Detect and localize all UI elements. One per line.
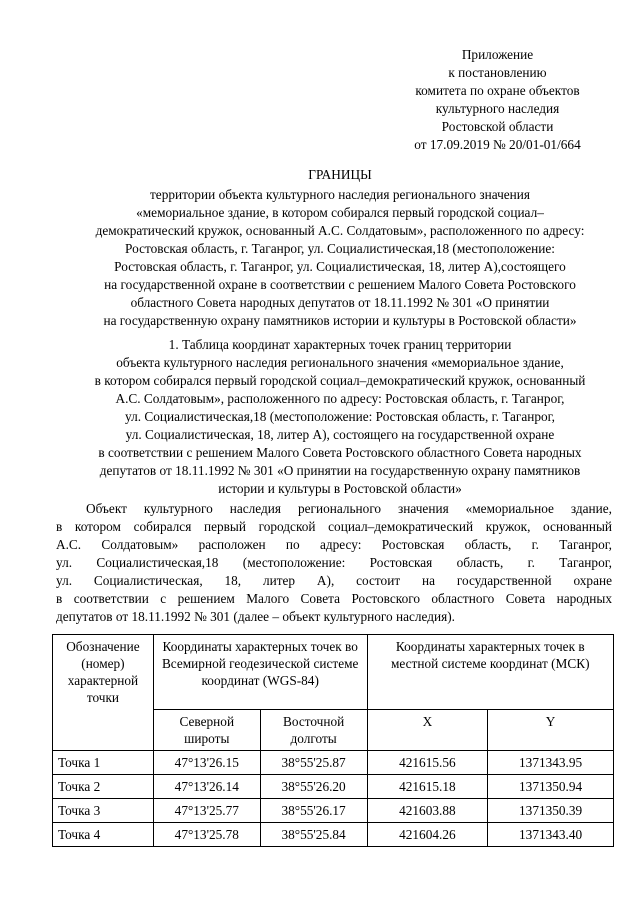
- table-title-line: депутатов от 18.11.1992 № 301 «О принятии на государственную охрану памятников: [99, 463, 581, 478]
- table-title-line: ул. Социалистическая, 18, литер А), состоящего на государственной охране: [125, 427, 555, 442]
- table-row: [53, 799, 614, 823]
- appendix-line: культурного наследия: [435, 101, 560, 116]
- body-line: Объект культурного наследия регионального значения «мемориальное здание,: [86, 501, 612, 516]
- cell-longitude: 38°55'26.20: [260, 775, 367, 799]
- table-row: [53, 775, 614, 799]
- cell-x: 421604.26: [367, 823, 488, 847]
- cell-latitude: 47°13'26.14: [153, 775, 260, 799]
- table-row: [53, 751, 614, 775]
- table-title-block: [40, 336, 640, 498]
- table-title-line: 1. Таблица координат характерных точек границ территории: [168, 337, 512, 352]
- document-heading: ГРАНИЦЫ: [308, 167, 372, 182]
- title-line: Ростовская область, г. Таганрог, ул. Социалистическая, 18, литер А),состоящего: [114, 259, 566, 274]
- title-line: «мемориальное здание, в котором собирался первый городской социал–: [136, 205, 544, 220]
- subheader-east: Восточной долготы: [260, 710, 367, 751]
- body-line: депутатов от 18.11.1992 № 301 (далее – объект культурного наследия).: [56, 609, 455, 624]
- header-wgs84: Координаты характерных точек во Всемирной геодезической системе координат (WGS-84): [153, 635, 367, 710]
- body-line: в соответствии с решением Малого Совета Ростовского областного Совета народных: [56, 591, 612, 606]
- title-line: Ростовская область, г. Таганрог, ул. Социалистическая,18 (местоположение:: [125, 241, 555, 256]
- appendix-line: к постановлению: [448, 65, 547, 80]
- table-title-line: в соответствии с решением Малого Совета Ростовского областного Совета народных: [98, 445, 582, 460]
- table-title-line: А.С. Солдатовым», расположенного по адресу: Ростовская область, г. Таганрог,: [115, 391, 565, 406]
- appendix-line: от 17.09.2019 № 20/01-01/664: [414, 137, 581, 152]
- subheader-north: Северной широты: [153, 710, 260, 751]
- body-paragraph: [56, 500, 612, 626]
- cell-point-name: Точка 2: [53, 775, 154, 799]
- cell-y: 1371350.39: [488, 799, 614, 823]
- table-title-line: объекта культурного наследия регионального значения «мемориальное здание,: [116, 355, 564, 370]
- table-title-line: ул. Социалистическая,18 (местоположение: Ростовская область, г. Таганрог,: [125, 409, 555, 424]
- appendix-line: комитета по охране объектов: [415, 83, 580, 98]
- title-line: на государственной охране в соответствии с решением Малого Совета Ростовского: [104, 277, 576, 292]
- title-line: областного Совета народных депутатов от 18.11.1992 № 301 «О принятии: [130, 295, 550, 310]
- coordinates-table: [52, 634, 614, 847]
- header-point-id: Обозначение (номер) характерной точки: [53, 635, 154, 751]
- table-title-line: в котором собирался первый городской социал–демократический кружок, основанный: [94, 373, 586, 388]
- body-line: в котором собирался первый городской социал–демократический кружок, основанный: [56, 519, 612, 534]
- body-line: А.С. Солдатовым» расположен по адресу: Ростовская область, г. Таганрог,: [56, 537, 612, 552]
- table-title-line: истории и культуры в Ростовской области»: [218, 481, 462, 496]
- cell-latitude: 47°13'25.77: [153, 799, 260, 823]
- table-row: [53, 823, 614, 847]
- title-line: территории объекта культурного наследия регионального значения: [149, 187, 531, 202]
- cell-point-name: Точка 4: [53, 823, 154, 847]
- cell-y: 1371343.40: [488, 823, 614, 847]
- cell-x: 421615.56: [367, 751, 488, 775]
- body-line: ул. Социалистическая,18 (местоположение: Ростовская область, г. Таганрог,: [56, 555, 612, 570]
- title-line: демократический кружок, основанный А.С. Солдатовым», расположенного по адресу:: [95, 223, 585, 238]
- cell-longitude: 38°55'25.87: [260, 751, 367, 775]
- cell-y: 1371343.95: [488, 751, 614, 775]
- cell-point-name: Точка 3: [53, 799, 154, 823]
- title-block: [40, 166, 640, 330]
- cell-latitude: 47°13'26.15: [153, 751, 260, 775]
- body-line: ул. Социалистическая, 18, литер А), состоит на государственной охране: [56, 573, 612, 588]
- header-msk: Координаты характерных точек в местной системе координат (МСК): [367, 635, 613, 710]
- appendix-block: [350, 46, 640, 154]
- cell-latitude: 47°13'25.78: [153, 823, 260, 847]
- cell-x: 421615.18: [367, 775, 488, 799]
- cell-point-name: Точка 1: [53, 751, 154, 775]
- appendix-line: Ростовской области: [441, 119, 554, 134]
- subheader-x: X: [367, 710, 488, 751]
- cell-longitude: 38°55'26.17: [260, 799, 367, 823]
- title-line: на государственную охрану памятников истории и культуры в Ростовской области»: [103, 313, 577, 328]
- cell-x: 421603.88: [367, 799, 488, 823]
- appendix-line: Приложение: [461, 47, 534, 62]
- cell-y: 1371350.94: [488, 775, 614, 799]
- cell-longitude: 38°55'25.84: [260, 823, 367, 847]
- table-header-row: [53, 635, 614, 710]
- subheader-y: Y: [488, 710, 614, 751]
